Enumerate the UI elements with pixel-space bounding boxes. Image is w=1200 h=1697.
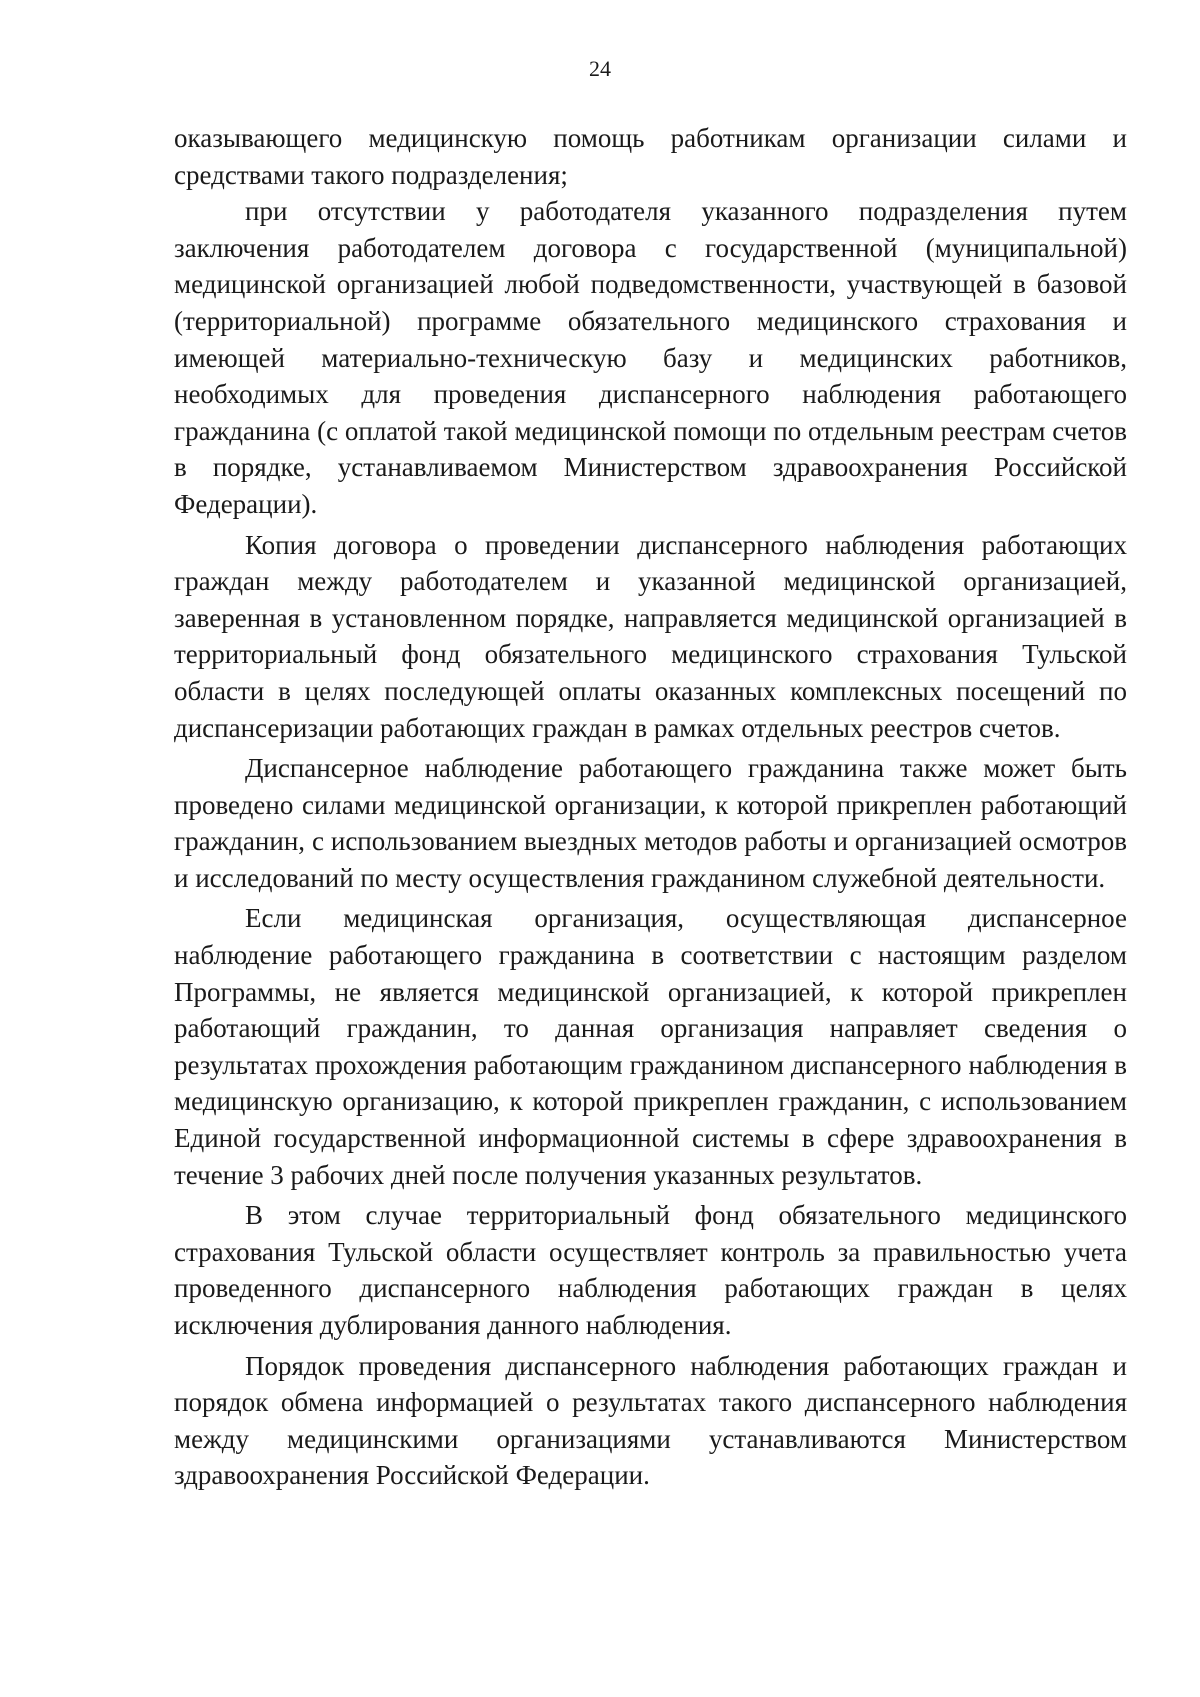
- page-number: 24: [589, 56, 611, 81]
- paragraph-contract-absence: при отсутствии у работодателя указанного подразделения путем заключения работодателем договора с государственной (муниципальной) медицинской организацией любой подведомственности, участвующей в базовой (территориальной) программе обязательного медицинского страхования и имеющей материально-техническую базу и медицинских работников, необходимых для проведения диспансерного наблюдения работающего гражданина (с оплатой такой медицинской помощи по отдельным реестрам счетов в порядке, устанавливаемом Министерством здравоохранения Российской Федерации).: [174, 196, 1127, 519]
- paragraph-results-transfer: Если медицинская организация, осуществляющая диспансерное наблюдение работающего гражданина в соответствии с настоящим разделом Программы, не является медицинской организацией, к которой прикреплен работающий гражданин, то данная организация направляет сведения о результатах прохождения работающим гражданином диспансерного наблюдения в медицинскую организацию, к которой прикреплен гражданин, с использованием Единой государственной информационной системы в сфере здравоохранения в течение 3 рабочих дней после получения указанных результатов.: [174, 903, 1127, 1190]
- paragraph-continuation: оказывающего медицинскую помощь работникам организации силами и средствами такого подразделения;: [174, 123, 1127, 190]
- paragraph-attached-organization: Диспансерное наблюдение работающего гражданина также может быть проведено силами медицинской организации, к которой прикреплен работающий гражданин, с использованием выездных методов работы и организацией осмотров и исследований по месту осуществления гражданином служебной деятельности.: [174, 753, 1127, 893]
- document-body: [174, 120, 1127, 1494]
- paragraph-fund-control: В этом случае территориальный фонд обязательного медицинского страхования Тульской области осуществляет контроль за правильностью учета проведенного диспансерного наблюдения работающих граждан в целях исключения дублирования данного наблюдения.: [174, 1200, 1127, 1340]
- paragraph-contract-copy: Копия договора о проведении диспансерного наблюдения работающих граждан между работодателем и указанной медицинской организацией, заверенная в установленном порядке, направляется медицинской организацией в территориальный фонд обязательного медицинского страхования Тульской области в целях последующей оплаты оказанных комплексных посещений по диспансеризации работающих граждан в рамках отдельных реестров счетов.: [174, 529, 1127, 743]
- paragraph-procedure: Порядок проведения диспансерного наблюдения работающих граждан и порядок обмена информацией о результатах такого диспансерного наблюдения между медицинскими организациями устанавливаются Министерством здравоохранения Российской Федерации.: [174, 1350, 1127, 1491]
